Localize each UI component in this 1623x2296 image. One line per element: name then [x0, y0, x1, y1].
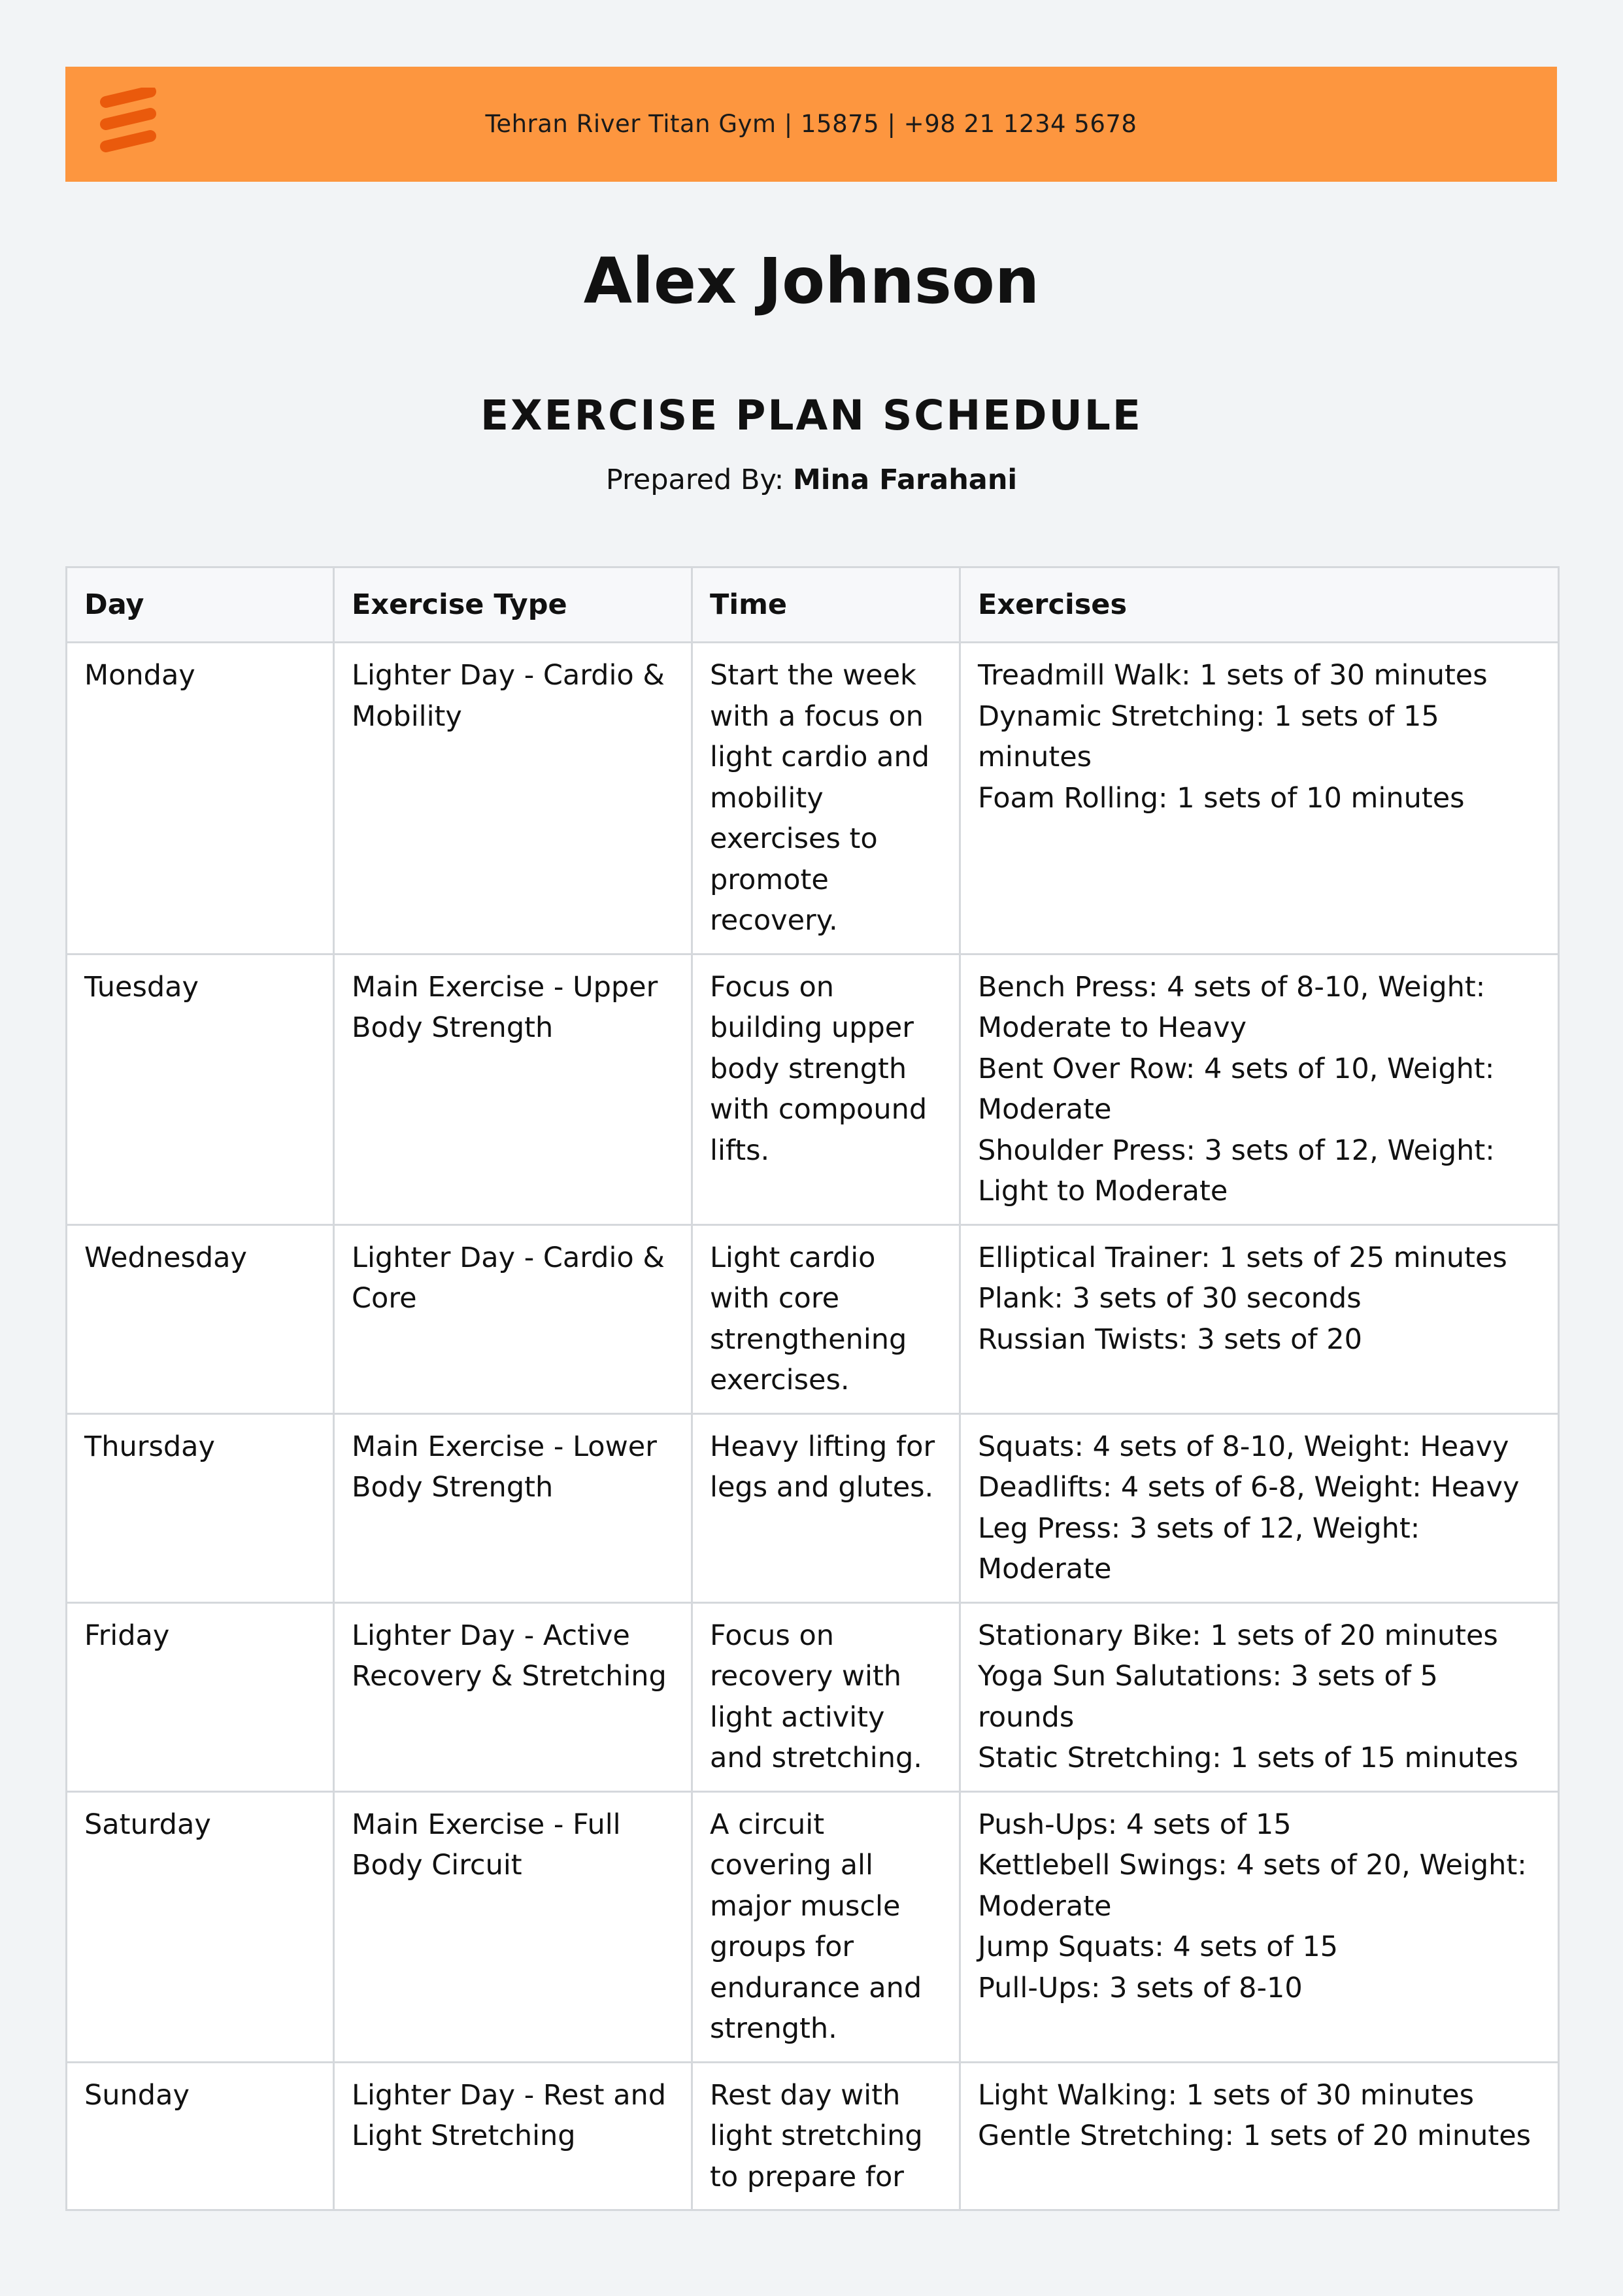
table-row	[67, 1413, 1559, 1602]
exercise-item: Push-Ups: 4 sets of 15	[978, 1808, 1292, 1841]
header-banner	[65, 67, 1557, 182]
prepared-by-label: Prepared By:	[605, 464, 784, 496]
column-header-exercise-type: Exercise Type	[334, 567, 692, 643]
exercise-item: Dynamic Stretching: 1 sets of 15 minutes	[978, 700, 1439, 773]
time-cell: Focus on recovery with light activity and stretching.	[692, 1602, 960, 1791]
table-row	[67, 1791, 1559, 2062]
table-row	[67, 643, 1559, 954]
time-cell: Focus on building upper body strength with compound lifts.	[692, 954, 960, 1224]
table-row	[67, 1224, 1559, 1413]
exercise-item: Light Walking: 1 sets of 30 minutes	[978, 2078, 1474, 2112]
exercises-cell	[960, 2062, 1559, 2210]
time-cell: Rest day with light stretching to prepare for	[692, 2062, 960, 2210]
table-row	[67, 2062, 1559, 2210]
exercise-item: Elliptical Trainer: 1 sets of 25 minutes	[978, 1241, 1507, 1274]
table-row	[67, 1602, 1559, 1791]
exercise-item: Gentle Stretching: 1 sets of 20 minutes	[978, 2119, 1531, 2152]
exercise-item: Plank: 3 sets of 30 seconds	[978, 1282, 1362, 1315]
type-cell: Lighter Day - Rest and Light Stretching	[334, 2062, 692, 2210]
exercises-cell	[960, 1413, 1559, 1602]
gym-info: Tehran River Titan Gym | 15875 | +98 21 1234 5678	[485, 110, 1137, 138]
day-cell: Saturday	[67, 1791, 334, 2062]
exercise-item: Stationary Bike: 1 sets of 20 minutes	[978, 1619, 1498, 1652]
day-cell: Wednesday	[67, 1224, 334, 1413]
type-cell: Lighter Day - Cardio & Core	[334, 1224, 692, 1413]
day-cell: Sunday	[67, 2062, 334, 2210]
exercise-item: Bench Press: 4 sets of 8-10, Weight: Moderate to Heavy	[978, 970, 1486, 1044]
type-cell: Main Exercise - Upper Body Strength	[334, 954, 692, 1224]
exercise-item: Deadlifts: 4 sets of 6-8, Weight: Heavy	[978, 1471, 1520, 1504]
exercises-cell	[960, 643, 1559, 954]
type-cell: Lighter Day - Active Recovery & Stretching	[334, 1602, 692, 1791]
type-cell: Main Exercise - Lower Body Strength	[334, 1413, 692, 1602]
time-cell: A circuit covering all major muscle groups for endurance and strength.	[692, 1791, 960, 2062]
prepared-by-name: Mina Farahani	[792, 464, 1018, 496]
day-cell: Tuesday	[67, 954, 334, 1224]
type-cell: Main Exercise - Full Body Circuit	[334, 1791, 692, 2062]
table-header-row	[67, 567, 1559, 643]
exercise-item: Pull-Ups: 3 sets of 8-10	[978, 1971, 1303, 2004]
column-header-day: Day	[67, 567, 334, 643]
exercises-cell	[960, 954, 1559, 1224]
exercises-cell	[960, 1224, 1559, 1413]
schedule-table	[65, 566, 1560, 2211]
column-header-time: Time	[692, 567, 960, 643]
exercise-item: Static Stretching: 1 sets of 15 minutes	[978, 1742, 1518, 1774]
type-cell: Lighter Day - Cardio & Mobility	[334, 643, 692, 954]
time-cell: Heavy lifting for legs and glutes.	[692, 1413, 960, 1602]
exercise-item: Jump Squats: 4 sets of 15	[978, 1931, 1339, 1963]
exercise-item: Yoga Sun Salutations: 3 sets of 5 rounds	[978, 1660, 1438, 1734]
table-row	[67, 954, 1559, 1224]
time-cell: Light cardio with core strengthening exercises.	[692, 1224, 960, 1413]
exercise-item: Treadmill Walk: 1 sets of 30 minutes	[978, 659, 1488, 692]
exercise-item: Shoulder Press: 3 sets of 12, Weight: Light to Moderate	[978, 1134, 1495, 1207]
exercise-item: Leg Press: 3 sets of 12, Weight: Moderate	[978, 1511, 1420, 1585]
exercise-item: Kettlebell Swings: 4 sets of 20, Weight: Moderate	[978, 1849, 1527, 1923]
client-name: Alex Johnson	[583, 245, 1040, 318]
exercise-item: Bent Over Row: 4 sets of 10, Weight: Moderate	[978, 1052, 1495, 1126]
exercise-item: Foam Rolling: 1 sets of 10 minutes	[978, 781, 1465, 815]
day-cell: Monday	[67, 643, 334, 954]
exercise-item: Russian Twists: 3 sets of 20	[978, 1323, 1362, 1356]
prepared-by	[0, 462, 1623, 498]
plan-title: EXERCISE PLAN SCHEDULE	[480, 392, 1143, 439]
day-cell: Thursday	[67, 1413, 334, 1602]
time-cell: Start the week with a focus on light cardio and mobility exercises to promote recovery.	[692, 643, 960, 954]
day-cell: Friday	[67, 1602, 334, 1791]
exercise-item: Squats: 4 sets of 8-10, Weight: Heavy	[978, 1430, 1509, 1463]
exercises-cell	[960, 1602, 1559, 1791]
exercises-cell	[960, 1791, 1559, 2062]
column-header-exercises: Exercises	[960, 567, 1559, 643]
